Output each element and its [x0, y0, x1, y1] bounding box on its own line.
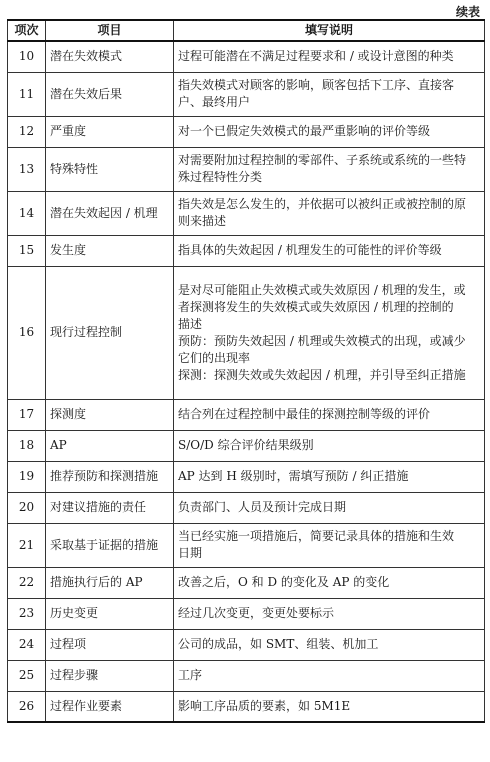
description-line: 预防：预防失效起因 / 机理或失效模式的出现，或减少 — [178, 333, 466, 348]
row-description — [174, 116, 485, 147]
description-line: 对需要附加过程控制的零部件、子系统或系统的一些特 — [178, 153, 467, 167]
row-description — [174, 235, 485, 266]
row-number: 18 — [8, 430, 46, 461]
row-number: 12 — [8, 116, 46, 147]
row-item: 过程步骤 — [46, 660, 174, 691]
row-item: 历史变更 — [46, 598, 174, 629]
table-row — [8, 430, 485, 461]
row-number: 17 — [8, 399, 46, 430]
description-line: 公司的成品，如 SMT、组装、机加工 — [178, 637, 379, 651]
description-line: 指失效是怎么发生的，并依据可以被纠正或被控制的原 — [178, 197, 467, 211]
description-line: 户、最终用户 — [178, 95, 251, 109]
row-number: 10 — [8, 41, 46, 72]
row-number: 16 — [8, 266, 46, 399]
row-number: 24 — [8, 629, 46, 660]
header-item: 项目 — [46, 20, 174, 41]
row-description — [174, 691, 485, 722]
row-description — [174, 461, 485, 492]
description-line: 改善之后，O 和 D 的变化及 AP 的变化 — [178, 575, 390, 589]
row-item: 潜在失效模式 — [46, 41, 174, 72]
row-number: 13 — [8, 147, 46, 191]
row-item: 探测度 — [46, 399, 174, 430]
row-item: 对建议措施的责任 — [46, 492, 174, 523]
table-row — [8, 147, 485, 191]
description-line: 工序 — [178, 668, 203, 682]
description-line: 指具体的失效起因 / 机理发生的可能性的评价等级 — [178, 243, 442, 257]
table-row — [8, 191, 485, 235]
fmea-field-table — [7, 19, 485, 723]
description-line: 描述 — [178, 316, 203, 331]
row-item: 措施执行后的 AP — [46, 567, 174, 598]
row-description — [174, 567, 485, 598]
row-description — [174, 430, 485, 461]
header-desc: 填写说明 — [174, 20, 485, 41]
description-line: 是对尽可能阻止失效模式或失效原因 / 机理的发生，或 — [178, 282, 466, 297]
header-row — [8, 20, 485, 41]
row-description — [174, 147, 485, 191]
description-line: 日期 — [178, 546, 203, 560]
row-number: 11 — [8, 72, 46, 116]
table-row — [8, 235, 485, 266]
table-row — [8, 567, 485, 598]
row-description — [174, 41, 485, 72]
row-description — [174, 191, 485, 235]
description-line: 经过几次变更，变更处要标示 — [178, 606, 335, 620]
row-number: 15 — [8, 235, 46, 266]
table-row — [8, 492, 485, 523]
row-number: 21 — [8, 523, 46, 567]
row-number: 25 — [8, 660, 46, 691]
description-line: 则来描述 — [178, 214, 227, 228]
description-line: 殊过程特性分类 — [178, 170, 263, 184]
table-row — [8, 660, 485, 691]
description-line: 指失效模式对顾客的影响，顾客包括下工序、直接客 — [178, 78, 455, 92]
row-item: 现行过程控制 — [46, 266, 174, 399]
table-row — [8, 598, 485, 629]
row-item: 潜在失效后果 — [46, 72, 174, 116]
row-description — [174, 266, 485, 399]
table-row — [8, 116, 485, 147]
row-description — [174, 399, 485, 430]
table-row — [8, 523, 485, 567]
row-item: 推荐预防和探测措施 — [46, 461, 174, 492]
row-number: 22 — [8, 567, 46, 598]
table-row — [8, 691, 485, 722]
row-description — [174, 598, 485, 629]
description-line: 探测：探测失效或失效起因 / 机理，并引导至纠正措施 — [178, 367, 466, 382]
description-line: AP 达到 H 级别时，需填写预防 / 纠正措施 — [178, 469, 409, 483]
row-number: 26 — [8, 691, 46, 722]
row-description — [174, 629, 485, 660]
table-row — [8, 461, 485, 492]
row-description — [174, 660, 485, 691]
description-line: 对一个已假定失效模式的最严重影响的评价等级 — [178, 124, 431, 138]
row-description — [174, 72, 485, 116]
table-row — [8, 41, 485, 72]
row-description — [174, 492, 485, 523]
table-row — [8, 266, 485, 399]
description-line: 者探测将发生的失效模式或失效原因 / 机理的控制的 — [178, 299, 454, 314]
table-row — [8, 399, 485, 430]
header-num: 项次 — [8, 20, 46, 41]
table-body — [8, 41, 485, 722]
description-line: 当已经实施一项措施后，简要记录具体的措施和生效 — [178, 529, 455, 543]
description-line: 结合列在过程控制中最佳的探测控制等级的评价 — [178, 407, 431, 421]
table-row — [8, 629, 485, 660]
description-line: 它们的出现率 — [178, 350, 251, 365]
row-item: AP — [46, 430, 174, 461]
row-number: 20 — [8, 492, 46, 523]
description-line: S/O/D 综合评价结果级别 — [178, 438, 314, 452]
row-item: 过程项 — [46, 629, 174, 660]
description-line: 负责部门、人员及预计完成日期 — [178, 500, 347, 514]
row-number: 14 — [8, 191, 46, 235]
row-number: 23 — [8, 598, 46, 629]
description-line: 影响工序品质的要素，如 5M1E — [178, 698, 351, 713]
row-item: 特殊特性 — [46, 147, 174, 191]
continued-label: 续表 — [455, 5, 480, 19]
row-number: 19 — [8, 461, 46, 492]
row-item: 严重度 — [46, 116, 174, 147]
row-item: 采取基于证据的措施 — [46, 523, 174, 567]
description-line: 过程可能潜在不满足过程要求和 / 或设计意图的种类 — [178, 49, 454, 64]
row-item: 过程作业要素 — [46, 691, 174, 722]
row-item: 潜在失效起因 / 机理 — [46, 191, 174, 235]
table-row — [8, 72, 485, 116]
row-item: 发生度 — [46, 235, 174, 266]
row-description — [174, 523, 485, 567]
